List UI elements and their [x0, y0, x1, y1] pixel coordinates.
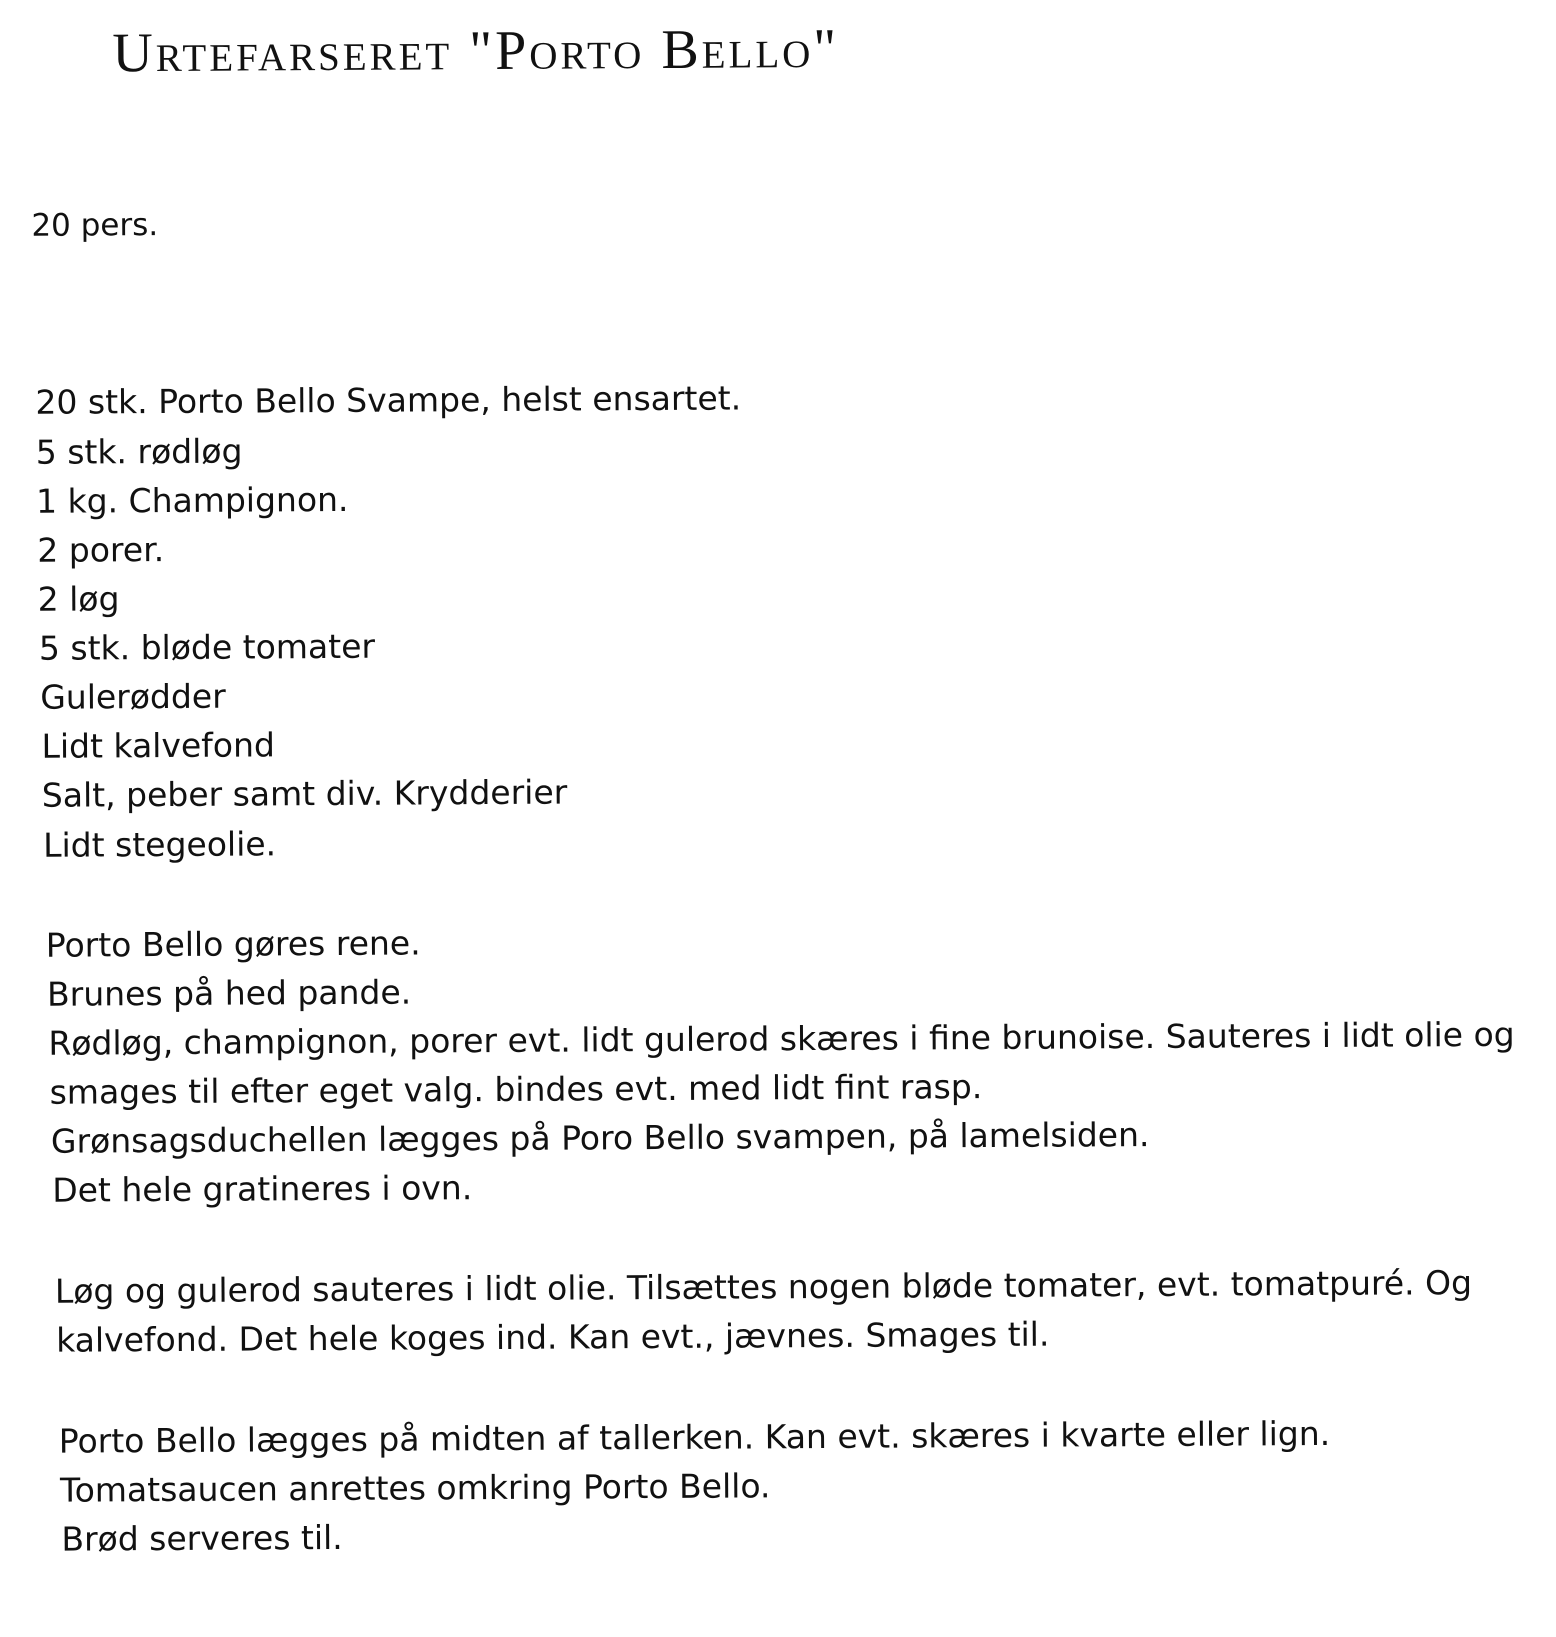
- servings-text: 20 pers.: [31, 207, 159, 244]
- ingredient-item: 1 kg. Champignon.: [35, 479, 349, 521]
- method-line: Brød serveres til.: [61, 1517, 343, 1559]
- ingredient-item: 2 løg: [37, 579, 120, 619]
- method-line: Rødløg, champignon, porer evt. lidt gulerod skæres i fine brunoise. Sauteres i lidt olie og: [48, 1014, 1515, 1063]
- ingredient-item: 2 porer.: [37, 530, 165, 570]
- ingredient-item: 5 stk. rødløg: [35, 431, 243, 472]
- method-line: Tomatsaucen anrettes omkring Porto Bello.: [59, 1466, 771, 1510]
- ingredient-item: Lidt stegeolie.: [43, 824, 277, 865]
- method-line: smages til efter eget valg. bindes evt. med lidt fint rasp.: [49, 1067, 983, 1112]
- ingredient-item: 20 stk. Porto Bello Svampe, helst ensartet.: [35, 378, 742, 422]
- ingredient-item: Lidt kalvefond: [41, 725, 276, 766]
- method-line: Det hele gratineres i ovn.: [52, 1168, 473, 1210]
- method-line: Porto Bello gøres rene.: [45, 923, 421, 965]
- ingredient-item: Gulerødder: [40, 676, 226, 717]
- method-line: Brunes på hed pande.: [46, 972, 412, 1014]
- method-line: Grønsagsduchellen lægges på Poro Bello svampen, på lamelsiden.: [50, 1115, 1150, 1161]
- recipe-title: Urtefarseret "Porto Bello": [112, 17, 840, 85]
- ingredient-item: 5 stk. bløde tomater: [38, 626, 376, 668]
- method-line: Løg og gulerod sauteres i lidt olie. Tilsættes nogen bløde tomater, evt. tomatpuré. Og: [54, 1263, 1473, 1311]
- method-line: kalvefond. Det hele koges ind. Kan evt., jævnes. Smages til.: [56, 1314, 1050, 1360]
- method-line: Porto Bello lægges på midten af tallerken. Kan evt. skæres i kvarte eller lign.: [58, 1413, 1331, 1461]
- ingredient-item: Salt, peber samt div. Krydderier: [41, 772, 568, 815]
